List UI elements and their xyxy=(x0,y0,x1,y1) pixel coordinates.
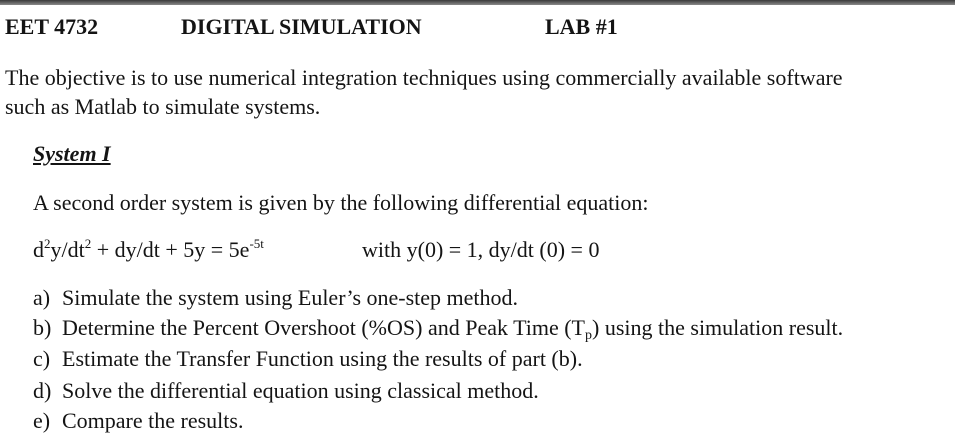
task-subscript: p xyxy=(585,328,592,343)
top-border xyxy=(0,0,955,5)
task-text: Simulate the system using Euler’s one-step method. xyxy=(62,285,519,310)
section-intro: A second order system is given by the following differential equation: xyxy=(33,190,649,215)
task-text: ) using the simulation result. xyxy=(592,315,844,340)
task-text: Determine the Percent Overshoot (%OS) and Peak Time (T xyxy=(62,315,585,340)
eq-exponent: -5t xyxy=(249,236,264,251)
eq-part: d xyxy=(33,237,44,262)
task-item xyxy=(33,407,243,435)
task-item xyxy=(33,345,583,373)
section-heading: System I xyxy=(33,141,111,166)
task-item xyxy=(33,314,843,342)
document-title: DIGITAL SIMULATION xyxy=(181,14,422,39)
eq-superscript: 2 xyxy=(84,236,92,251)
differential-equation xyxy=(33,236,264,264)
task-text: Solve the differential equation using classical method. xyxy=(62,378,539,403)
task-item xyxy=(33,377,539,405)
task-label: e) xyxy=(33,408,51,433)
task-item xyxy=(33,284,518,312)
eq-superscript: 2 xyxy=(44,236,51,251)
course-code: EET 4732 xyxy=(5,14,99,39)
task-text: Estimate the Transfer Function using the results of part (b). xyxy=(62,346,583,371)
task-text: Compare the results. xyxy=(62,408,244,433)
initial-conditions: with y(0) = 1, dy/dt (0) = 0 xyxy=(362,237,600,262)
task-label: a) xyxy=(33,285,51,310)
task-label: c) xyxy=(33,346,51,371)
objective-line-2: such as Matlab to simulate systems. xyxy=(5,94,321,119)
task-label: d) xyxy=(33,378,52,403)
objective-line-1: The objective is to use numerical integration techniques using commercially available software xyxy=(5,65,843,90)
eq-part: + dy/dt + 5y = 5e xyxy=(91,237,250,262)
task-label: b) xyxy=(33,315,52,340)
lab-number: LAB #1 xyxy=(545,14,618,39)
eq-part: y/dt xyxy=(50,237,85,262)
